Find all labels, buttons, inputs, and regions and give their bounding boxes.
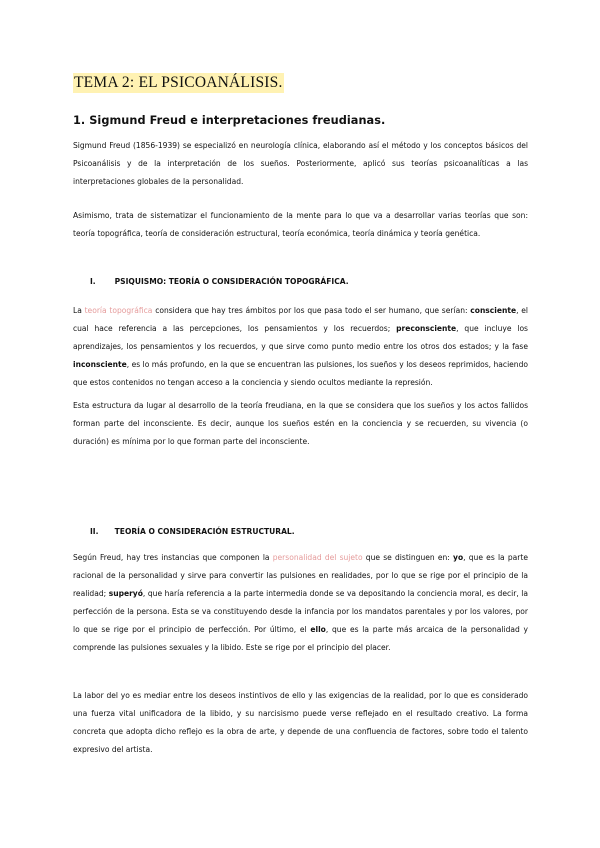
term-ello: ello (310, 625, 326, 634)
term-inconsciente: inconsciente (73, 360, 127, 369)
subsection-title: TEORÍA O CONSIDERACIÓN ESTRUCTURAL. (114, 527, 295, 536)
paragraph-topographic (73, 302, 528, 392)
section-heading: 1. Sigmund Freud e interpretaciones freudianas. (73, 114, 386, 127)
document-title: TEMA 2: EL PSICOANÁLISIS. (74, 74, 283, 91)
term-preconsciente: preconsciente (396, 324, 457, 333)
paragraph-theories: Asimismo, trata de sistematizar el funcionamiento de la mente para lo que va a desarrollar varias teorías que son: teoría topográfica, teoría de consideración estructural, teoría económica, teoría dinámica y teoría genética. (73, 211, 528, 238)
subsection-heading-topographic (90, 277, 349, 286)
text-run: , que haría referencia a la parte intermedia donde se va depositando la conciencia moral, es decir, la perfección de la persona. Esta se va constituyendo desde la infancia por los mandatos parentales y por los valores, por lo que se rige por el principio de perfección. Por último, el (73, 589, 529, 634)
paragraph-yo: La labor del yo es mediar entre los deseos instintivos de ello y las exigencias de la realidad, por lo que es considerado una fuerza vital unificadora de la libido, y su narcisismo puede verse reflejado en el resultado creativo. La forma concreta que adopta dicho reflejo es la obra de arte, y depende de una confluencia de factores, sobre todo el talento expresivo del artista. (73, 691, 528, 754)
text-run: , es lo más profundo, en la que se encuentran las pulsiones, los sueños y los deseos reprimidos, haciendo que estos contenidos no tengan acceso a la conciencia y siendo ocultos mediante la represión. (73, 360, 528, 387)
term-yo: yo (453, 553, 464, 562)
term-superyo: superyó (108, 589, 143, 598)
highlighted-term: teoría topográfica (84, 306, 153, 315)
text-run: , que es la parte más arcaica de la personalidad y comprende las pulsiones sexuales y la libido. Este se rige por el principio del placer. (73, 625, 528, 652)
text-run: considera que hay tres ámbitos por los que pasa todo el ser humano, que serían: (152, 306, 471, 315)
paragraph-structure: Esta estructura da lugar al desarrollo de la teoría freudiana, en la que se considera que los sueños y los actos fallidos forman parte del inconsciente. Es decir, aunque los sueños estén en la conciencia y se recuerden, su vivencia (o duración) es mínima por lo que forman parte del inconsciente. (73, 401, 528, 446)
text-run: , el cual hace referencia a las percepciones, los pensamientos y los recuerdos; (73, 306, 528, 333)
subsection-number: II. (90, 527, 99, 536)
text-run: , que es la parte racional de la personalidad y sirve para convertir las pulsiones en realidades, por lo que se rige por el principio de la realidad; (73, 553, 528, 598)
subsection-heading-structural (90, 527, 295, 536)
text-run: , que incluye los aprendizajes, los pensamientos y los recuerdos, y que sirve como punto medio entre los otros dos estados; y la fase (73, 324, 528, 351)
text-run: La (73, 306, 85, 315)
text-run: Según Freud, hay tres instancias que componen la (73, 553, 273, 562)
subsection-title: PSIQUISMO: TEORÍA O CONSIDERACIÓN TOPOGRÁFICA. (114, 277, 349, 286)
highlighted-term: personalidad del sujeto (272, 553, 363, 562)
paragraph-intro: Sigmund Freud (1856-1939) se especializó en neurología clínica, elaborando así el método y los conceptos básicos del Psicoanálisis y de la interpretación de los sueños. Posteriormente, aplicó sus teorías psicoanalíticas a las interpretaciones globales de la personalidad. (73, 141, 528, 186)
term-consciente: consciente (470, 306, 517, 315)
subsection-number: I. (90, 277, 96, 286)
paragraph-structural (73, 549, 528, 657)
text-run: que se distinguen en: (362, 553, 454, 562)
